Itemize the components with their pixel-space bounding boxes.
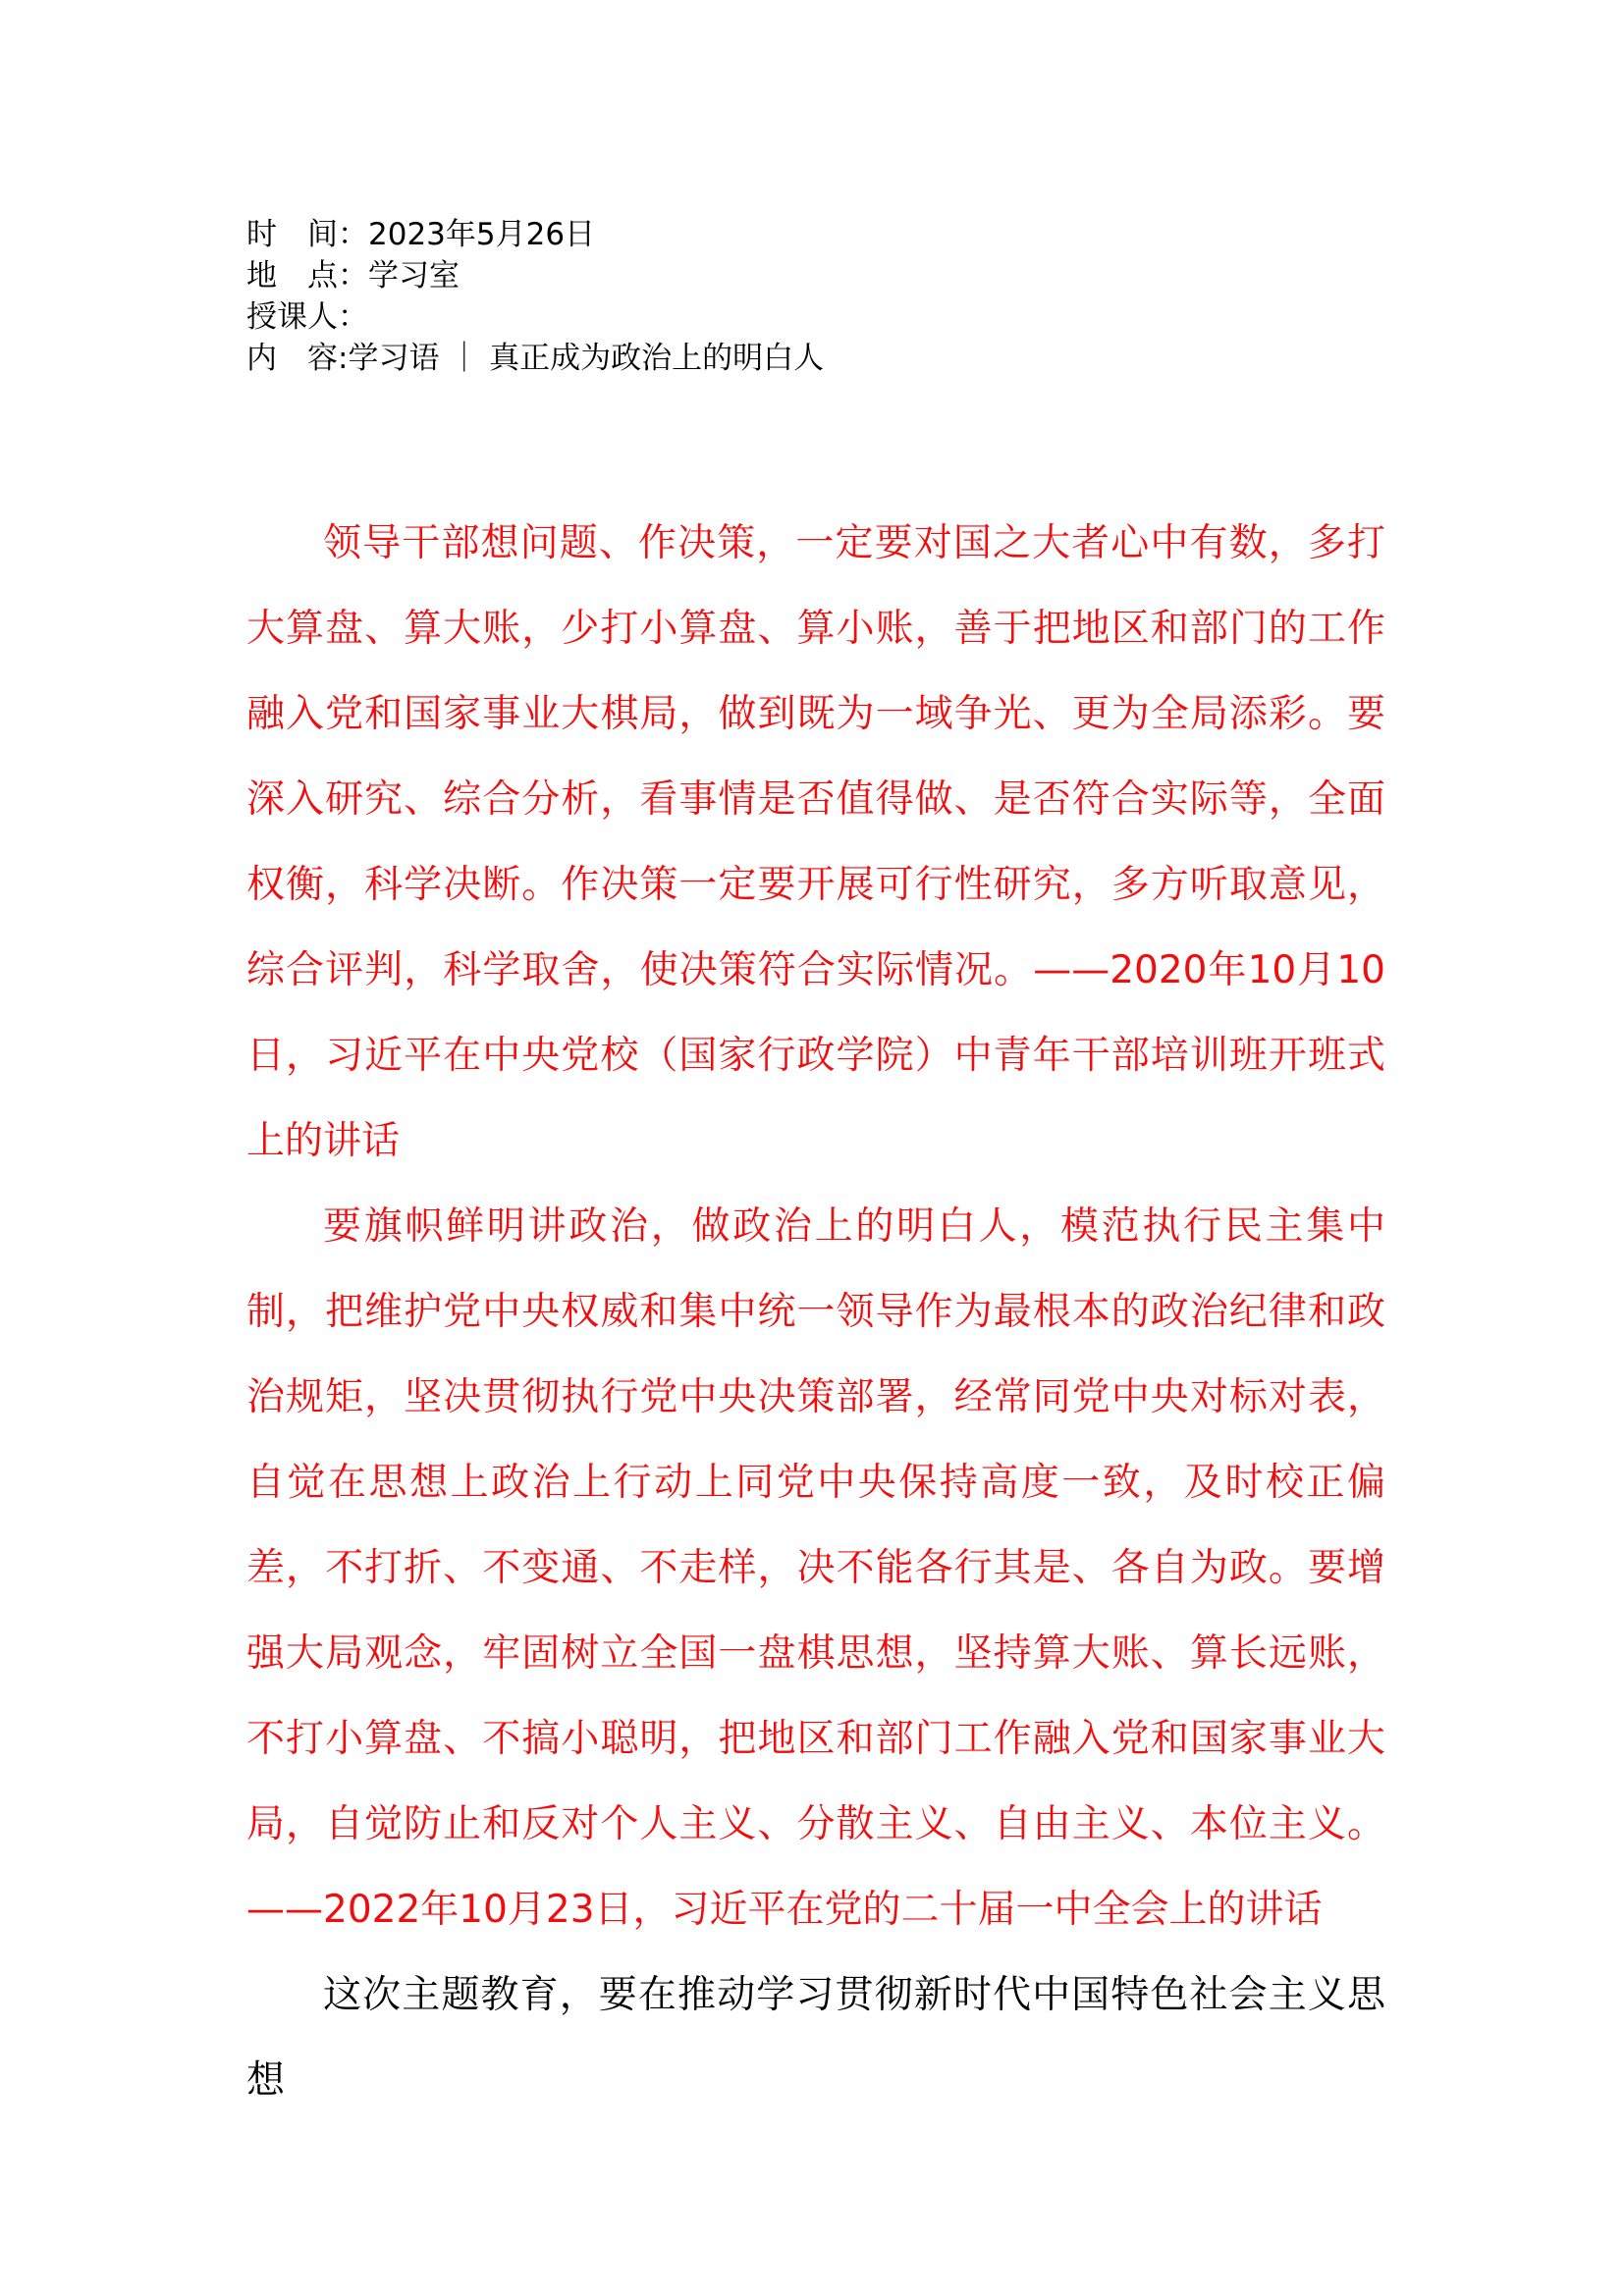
time-label: 时 间： [246,217,368,252]
place-label: 地 点： [246,258,368,294]
content-row [246,338,1385,379]
content-value: 学习语 ｜ 真正成为政治上的明白人 [348,341,825,376]
lesson-header [246,214,1385,379]
document-body [246,501,1385,2123]
paragraph-quote-2020: 领导干部想问题、作决策，一定要对国之大者心中有数，多打大算盘、算大账，少打小算盘、算小账，善于把地区和部门的工作融入党和国家事业大棋局，做到既为一域争光、更为全局添彩。要深入研究、综合分析，看事情是否值得做、是否符合实际等，全面权衡，科学决断。作决策一定要开展可行性研究，多方听取意见，综合评判，科学取舍，使决策符合实际情况。——2020年10月10日，习近平在中央党校（国家行政学院）中青年干部培训班开班式上的讲话 [246,521,1385,1163]
time-row [246,214,1385,255]
paragraph-quote-2022: 要旗帜鲜明讲政治，做政治上的明白人，模范执行民主集中制，把维护党中央权威和集中统一领导作为最根本的政治纪律和政治规矩，坚决贯彻执行党中央决策部署，经常同党中央对标对表，自觉在思想上政治上行动上同党中央保持高度一致，及时校正偏差，不打折、不变通、不走样，决不能各行其是、各自为政。要增强大局观念，牢固树立全国一盘棋思想，坚持算大账、算长远账，不打小算盘、不搞小聪明，把地区和部门工作融入党和国家事业大局，自觉防止和反对个人主义、分散主义、自由主义、本位主义。——2022年10月23日，习近平在党的二十届一中全会上的讲话 [246,1204,1385,1932]
teacher-row [246,296,1385,338]
place-value: 学习室 [368,258,460,294]
paragraph-theme-education: 这次主题教育，要在推动学习贯彻新时代中国特色社会主义思想 [246,1973,1385,2103]
teacher-label: 授课人： [246,299,368,335]
place-row [246,255,1385,296]
content-label: 内 容: [246,341,349,376]
time-value: 2023年5月26日 [368,217,596,252]
